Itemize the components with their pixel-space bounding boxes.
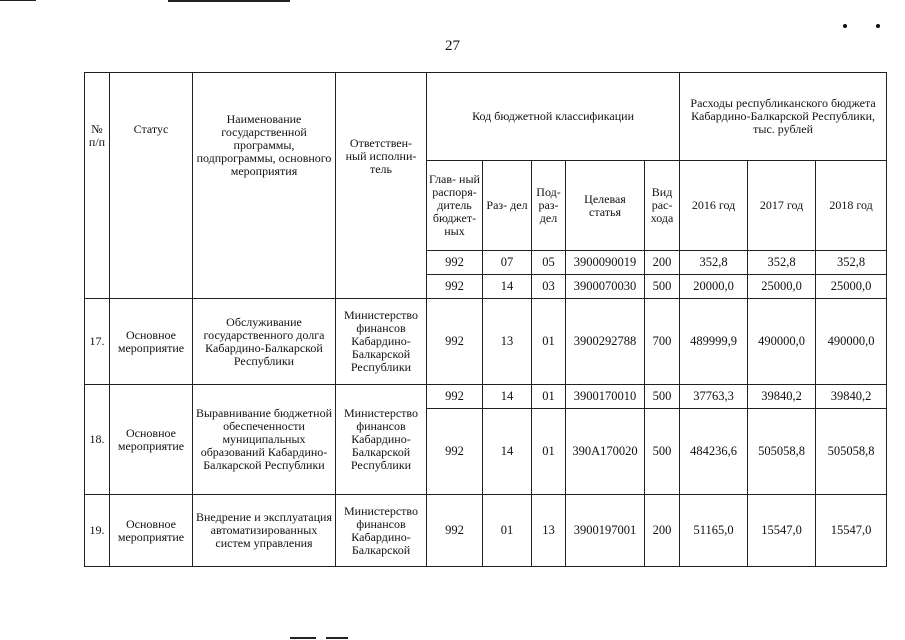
budget-table	[84, 72, 887, 567]
grbs-cell: 992	[427, 275, 483, 299]
name-cell: Обслуживание государственного долга Кабардино-Балкарской Республики	[193, 299, 336, 385]
razdel-cell: 01	[483, 495, 532, 567]
status-cell: Основное мероприятие	[110, 495, 193, 567]
podrazdel-cell: 01	[532, 299, 566, 385]
responsible-cell: Министерство финансов Кабардино- Балкарской Республики	[336, 299, 427, 385]
amount-2018-cell: 352,8	[816, 251, 887, 275]
razdel-cell: 13	[483, 299, 532, 385]
amount-2018-cell: 25000,0	[816, 275, 887, 299]
target-cell: 3900170010	[566, 385, 645, 409]
responsible-cell: Министерство финансов Кабардино- Балкарской Республики	[336, 385, 427, 495]
amount-2017-cell: 25000,0	[748, 275, 816, 299]
row-number-cell: 17.	[85, 299, 110, 385]
header-year-2016: 2016 год	[680, 161, 748, 251]
podrazdel-cell: 03	[532, 275, 566, 299]
razdel-cell: 14	[483, 385, 532, 409]
amount-2016-cell: 352,8	[680, 251, 748, 275]
amount-2017-cell: 39840,2	[748, 385, 816, 409]
status-cell: Основное мероприятие	[110, 299, 193, 385]
table-row	[85, 495, 887, 567]
header-row-1	[85, 73, 887, 161]
header-grbs: Глав- ный распоря- дитель бюджет- ных	[427, 161, 483, 251]
vid-cell: 500	[645, 409, 680, 495]
amount-2017-cell: 490000,0	[748, 299, 816, 385]
page-number: 27	[445, 38, 460, 54]
amount-2016-cell: 20000,0	[680, 275, 748, 299]
target-cell: 3900197001	[566, 495, 645, 567]
table-row	[85, 385, 887, 409]
amount-2016-cell: 489999,9	[680, 299, 748, 385]
row-number-cell: 18.	[85, 385, 110, 495]
name-cell: Выравнивание бюджетной обеспеченности муниципальных образований Кабардино-Балкарской Республики	[193, 385, 336, 495]
target-cell: 390А170020	[566, 409, 645, 495]
header-responsible: Ответствен- ный исполни- тель	[336, 73, 427, 299]
status-cell: Основное мероприятие	[110, 385, 193, 495]
target-cell: 3900090019	[566, 251, 645, 275]
podrazdel-cell: 13	[532, 495, 566, 567]
grbs-cell: 992	[427, 385, 483, 409]
amount-2017-cell: 15547,0	[748, 495, 816, 567]
header-year-2018: 2018 год	[816, 161, 887, 251]
amount-2017-cell: 352,8	[748, 251, 816, 275]
scan-speck	[876, 24, 880, 28]
scan-speck	[843, 24, 847, 28]
responsible-cell: Министерство финансов Кабардино- Балкарской	[336, 495, 427, 567]
vid-cell: 500	[645, 385, 680, 409]
vid-cell: 200	[645, 495, 680, 567]
vid-cell: 500	[645, 275, 680, 299]
vid-cell: 200	[645, 251, 680, 275]
header-target: Целевая статья	[566, 161, 645, 251]
amount-2016-cell: 484236,6	[680, 409, 748, 495]
header-num: № п/п	[85, 73, 110, 299]
header-code-group: Код бюджетной классификации	[427, 73, 680, 161]
scan-artifact-top-left	[0, 0, 36, 1]
razdel-cell: 14	[483, 409, 532, 495]
scan-artifact-top-center	[168, 0, 290, 2]
target-cell: 3900070030	[566, 275, 645, 299]
amount-2018-cell: 15547,0	[816, 495, 887, 567]
row-number-cell: 19.	[85, 495, 110, 567]
header-razdel: Раз- дел	[483, 161, 532, 251]
podrazdel-cell: 01	[532, 385, 566, 409]
grbs-cell: 992	[427, 251, 483, 275]
vid-cell: 700	[645, 299, 680, 385]
amount-2016-cell: 37763,3	[680, 385, 748, 409]
table-row	[85, 299, 887, 385]
scan-artifact-bottom	[326, 637, 348, 639]
amount-2018-cell: 505058,8	[816, 409, 887, 495]
header-expenses-group: Расходы республиканского бюджета Кабардино-Балкарской Республики, тыс. рублей	[680, 73, 887, 161]
amount-2017-cell: 505058,8	[748, 409, 816, 495]
header-podrazdel: Под- раз- дел	[532, 161, 566, 251]
grbs-cell: 992	[427, 495, 483, 567]
scan-artifact-bottom	[290, 637, 316, 639]
header-status: Статус	[110, 73, 193, 299]
target-cell: 3900292788	[566, 299, 645, 385]
razdel-cell: 14	[483, 275, 532, 299]
header-vid: Вид рас- хода	[645, 161, 680, 251]
grbs-cell: 992	[427, 299, 483, 385]
podrazdel-cell: 01	[532, 409, 566, 495]
name-cell: Внедрение и эксплуатация автоматизированных систем управления	[193, 495, 336, 567]
razdel-cell: 07	[483, 251, 532, 275]
header-name: Наименование государственной программы, подпрограммы, основного мероприятия	[193, 73, 336, 299]
amount-2016-cell: 51165,0	[680, 495, 748, 567]
grbs-cell: 992	[427, 409, 483, 495]
amount-2018-cell: 490000,0	[816, 299, 887, 385]
header-year-2017: 2017 год	[748, 161, 816, 251]
podrazdel-cell: 05	[532, 251, 566, 275]
amount-2018-cell: 39840,2	[816, 385, 887, 409]
